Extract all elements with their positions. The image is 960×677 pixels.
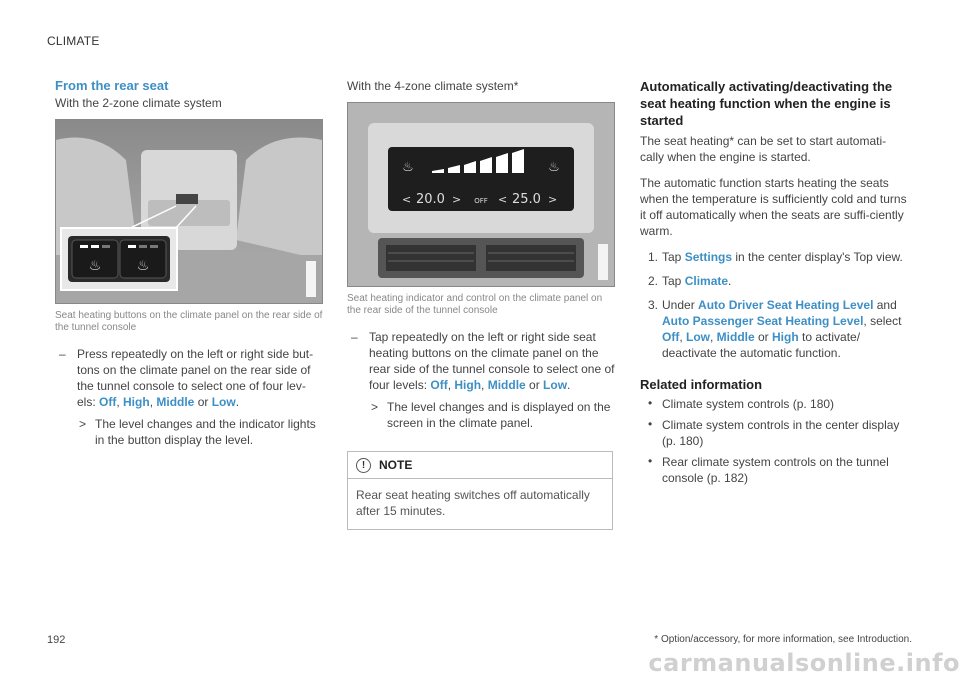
note-box: [347, 451, 613, 530]
climate-panel-illustration: [348, 103, 614, 286]
figure-code: [598, 244, 608, 280]
step-item: – Press repeatedly on the left or right side but-tons on the climate panel on the rear side of the tunnel console to select one of four lev-els: Off, High, Middle or Low.: [59, 347, 314, 409]
figure-caption: Seat heating indicator and control on the climate panel on the rear side of the tunnel console: [347, 293, 603, 316]
level-high: High: [123, 395, 150, 409]
level-low: Low: [211, 395, 236, 409]
intro-text: With the 4-zone climate system*: [347, 79, 519, 93]
menu-climate: Climate: [684, 274, 729, 288]
section-header: CLIMATE: [47, 34, 100, 48]
figure-code: [306, 261, 316, 297]
numbered-step-2: 2. Tap Climate.: [648, 274, 732, 288]
column-auto-heating: [640, 78, 908, 491]
info-icon: !: [356, 458, 371, 473]
svg-text:♨: ♨: [136, 258, 150, 274]
section-title: Automatically activating/deactivating the seat heating function when the engine is started: [640, 79, 893, 128]
step-item: – Tap repeatedly on the left or right side seat heating buttons on the climate panel on the rear side of the tunnel console to select one of four levels: Off, High, Middle or Low.: [351, 330, 615, 392]
level-high: High: [454, 378, 482, 392]
paragraph: The automatic function starts heating the seats when the temperature is sufficiently cold and turns it off automatically when the seats are suffi-ciently warm.: [640, 176, 907, 238]
column-4-zone: [347, 78, 615, 530]
related-info-title: Related information: [640, 377, 763, 392]
level-off: Off: [99, 395, 117, 409]
right-temp-readout: 25.0: [512, 192, 541, 207]
intro-text: With the 2-zone climate system: [55, 96, 222, 110]
level-middle: Middle: [487, 378, 526, 392]
figure-4-zone-display: [347, 102, 615, 287]
level-off: Off: [430, 378, 448, 392]
watermark: carmanualsonline.info: [648, 649, 960, 677]
paragraph: The seat heating* can be set to start automati-cally when the engine is started.: [640, 134, 887, 164]
step-result: > The level changes and the indicator lights in the button display the level.: [79, 417, 316, 447]
svg-text:>: >: [548, 193, 558, 206]
svg-text:<: <: [498, 193, 508, 206]
svg-text:>: >: [452, 193, 462, 206]
related-link[interactable]: • Climate system controls (p. 180): [648, 396, 835, 411]
figure-caption: Seat heating buttons on the climate panel on the rear side of the tunnel console: [55, 310, 323, 333]
related-link[interactable]: • Rear climate system controls on the tunnel console (p. 182): [648, 454, 889, 485]
svg-text:♨: ♨: [88, 258, 102, 274]
note-body: Rear seat heating switches off automatically after 15 minutes.: [356, 488, 590, 518]
seat-panel-illustration: [56, 120, 322, 303]
menu-settings: Settings: [684, 250, 733, 264]
figure-2-zone-buttons: [55, 119, 323, 304]
mode-readout: OFF: [474, 197, 488, 205]
level-middle: Middle: [156, 395, 195, 409]
footnote: * Option/accessory, for more information, see Introduction.: [654, 634, 912, 645]
note-header: ! NOTE: [348, 452, 612, 479]
seat-heat-right-icon: ♨: [548, 160, 560, 175]
step-result: > The level changes and is displayed on the screen in the climate panel.: [371, 400, 611, 430]
page-number: 192: [47, 634, 66, 646]
section-title: From the rear seat: [55, 78, 169, 93]
related-link[interactable]: • Climate system controls in the center display (p. 180): [648, 417, 900, 448]
seat-heat-left-icon: ♨: [402, 160, 414, 175]
numbered-step-3: 3. Under Auto Driver Seat Heating Level and Auto Passenger Seat Heating Level, select Off, Low, Middle or High to activate/ deactivate the automatic function.: [648, 298, 902, 360]
left-temp-readout: 20.0: [416, 192, 445, 207]
level-low: Low: [543, 378, 568, 392]
column-2-zone: [55, 78, 323, 454]
svg-text:<: <: [402, 193, 412, 206]
numbered-step-1: 1. Tap Settings in the center display's Top view.: [648, 250, 903, 264]
